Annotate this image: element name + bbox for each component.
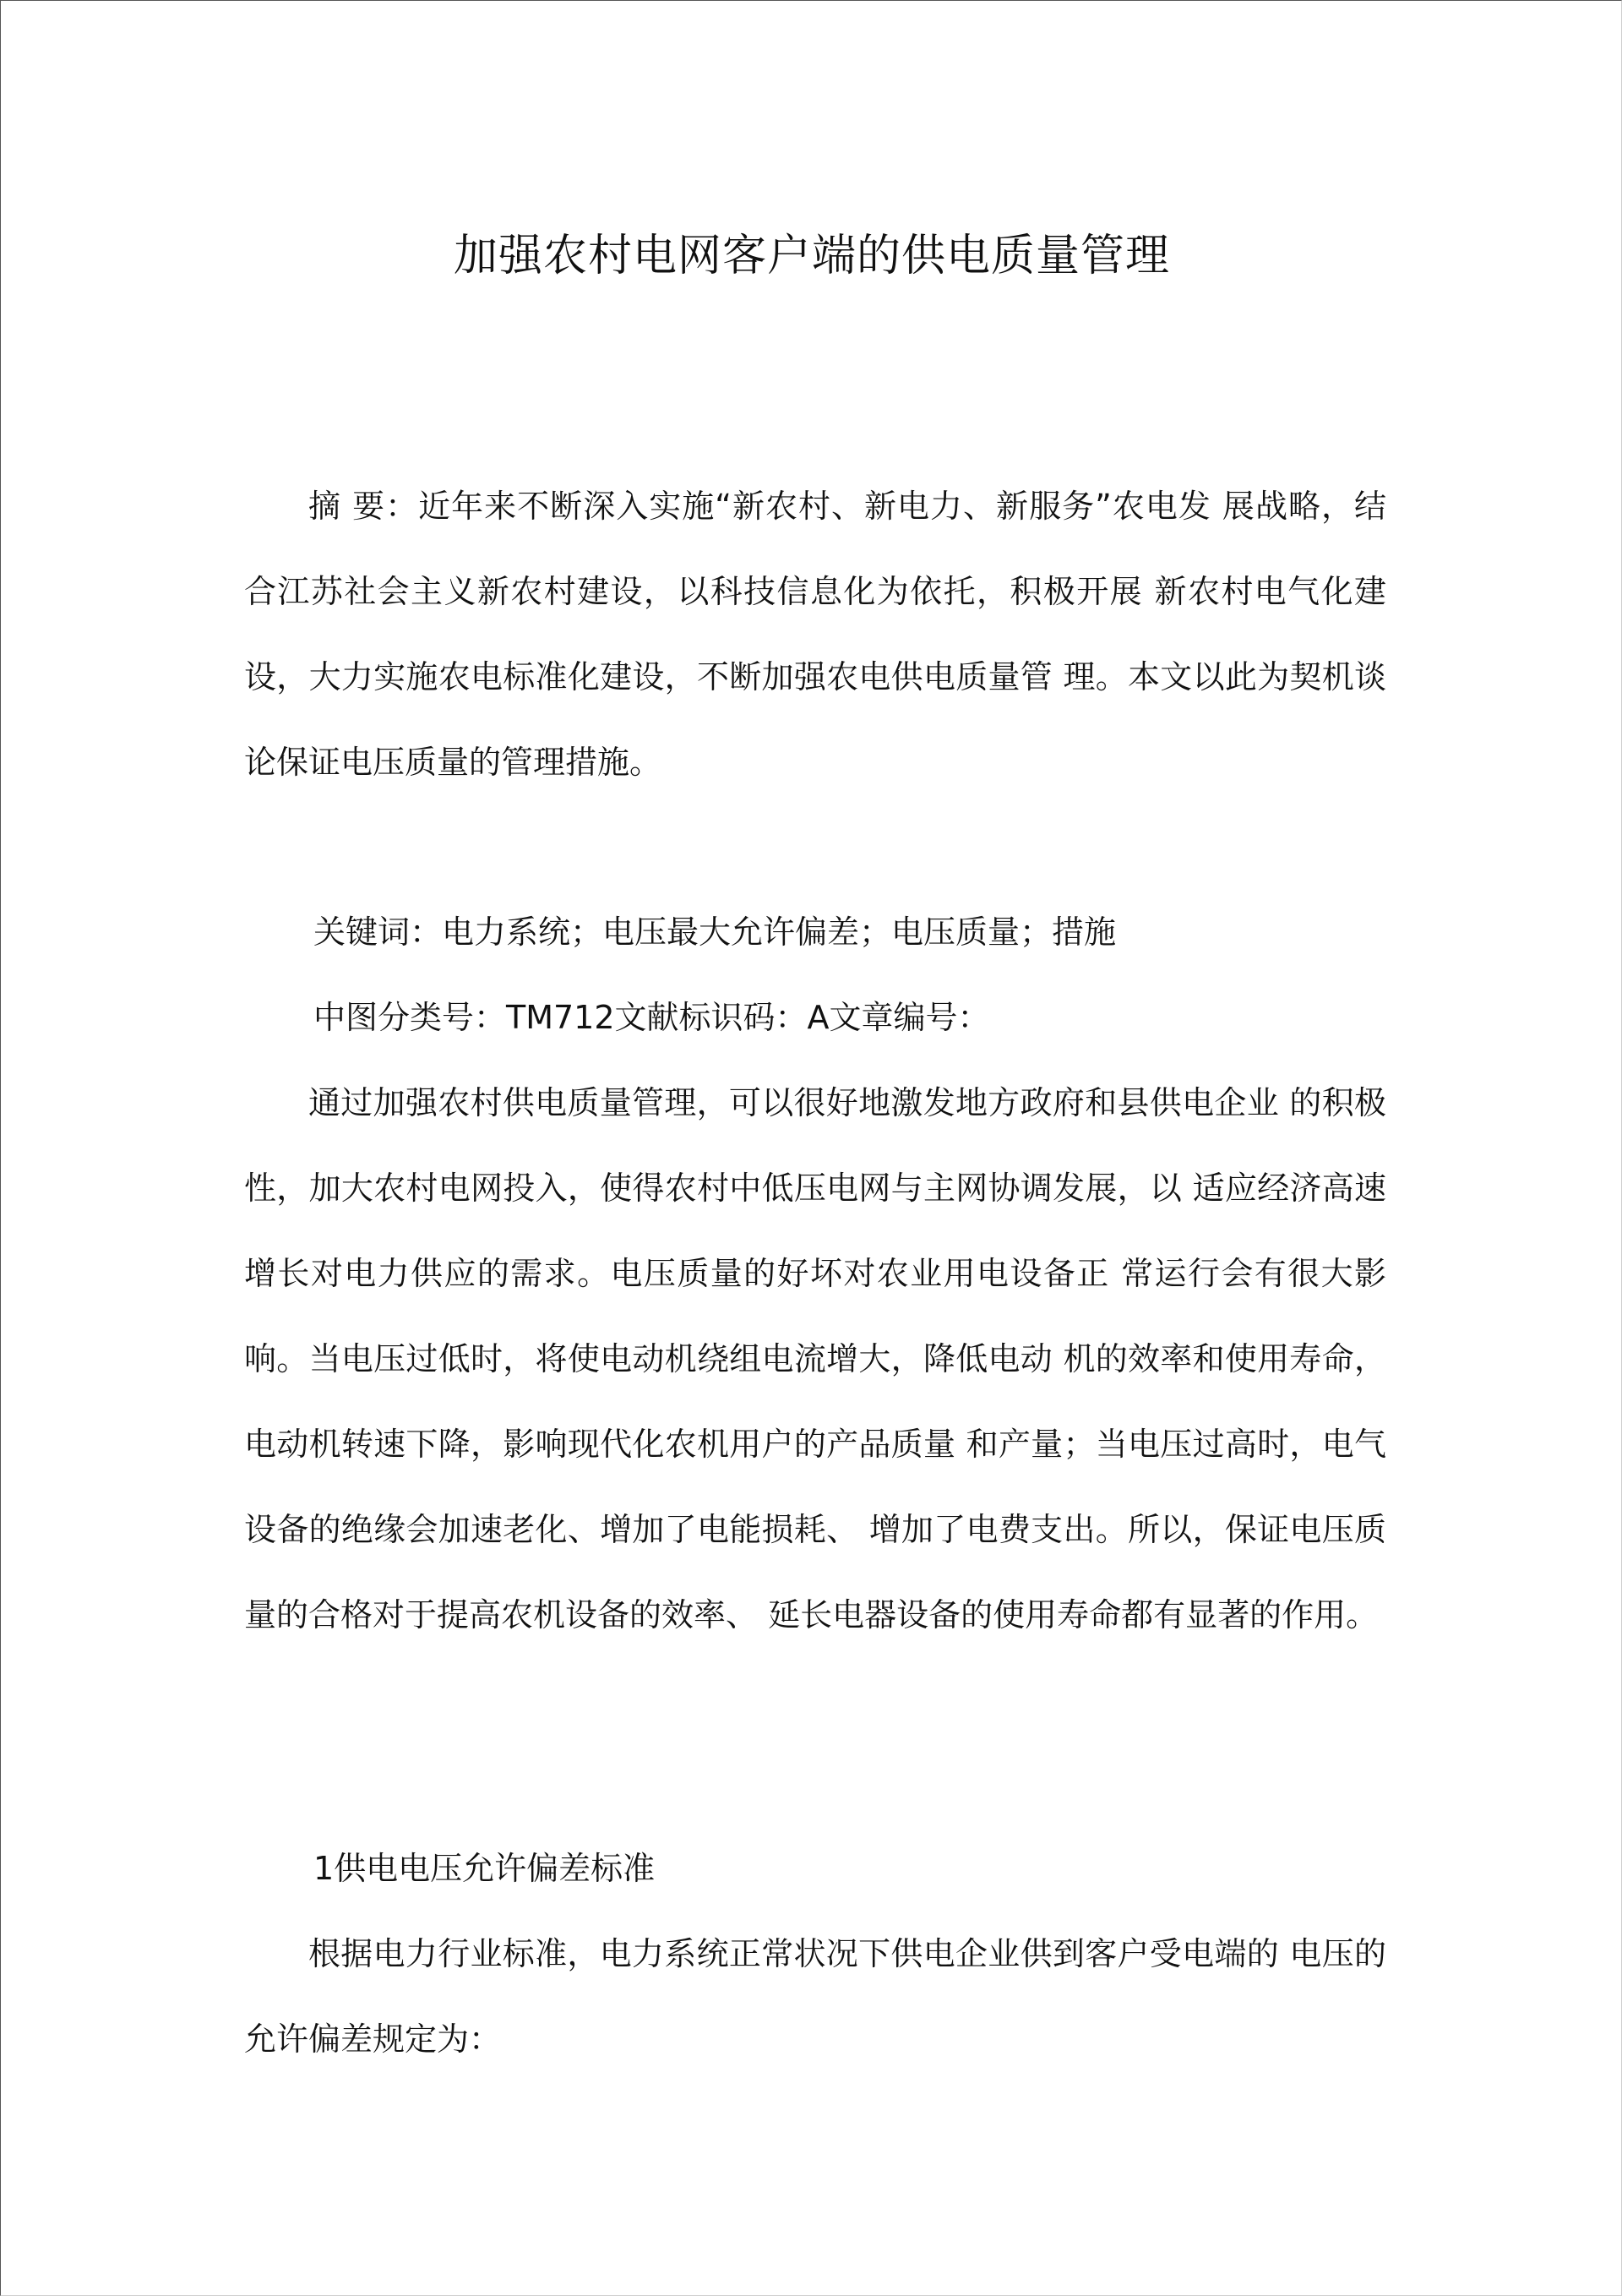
document-title: 加强农村电网客户端的供电质量管理: [453, 231, 1170, 281]
section-heading: 1供电电压允许偏差标准: [313, 1850, 656, 1887]
abstract-paragraph: 摘 要：近年来不断深入实施“新农村、新电力、新服务”农电发 展战略，结合江苏社会主义新农村建设，以科技信息化为依托，积极开展 新农村电气化建设，大力实施农电标准化建设，不断加强农电供电质量管 理。本文以此为契机谈论保证电压质量的管理措施。: [244, 488, 1386, 781]
keywords-line: 关键词：电力系统；电压最大允许偏差；电压质量；措施: [313, 913, 1117, 951]
classification-line: 中图分类号：TM712文献标识码：A文章编号：: [313, 999, 990, 1036]
section-paragraph: 根据电力行业标准，电力系统正常状况下供电企业供到客户受电端的 电压的允许偏差规定为：: [244, 1935, 1386, 2058]
intro-paragraph: 通过加强农村供电质量管理，可以很好地激发地方政府和县供电企业 的积极性，加大农村电网投入，使得农村中低压电网与主网协调发展，以 适应经济高速增长对电力供应的需求。电压质量的好坏对农业用电设备正 常运行会有很大影响。当电压过低时，将使电动机绕组电流增大，降低电动 机的效率和使用寿命，电动机转速下降，影响现代化农机用户的产品质量 和产量；当电压过高时，电气设备的绝缘会加速老化、增加了电能损耗、 增加了电费支出。所以，保证电压质量的合格对于提高农机设备的效率、 延长电器设备的使用寿命都有显著的作用。: [244, 1084, 1386, 1633]
